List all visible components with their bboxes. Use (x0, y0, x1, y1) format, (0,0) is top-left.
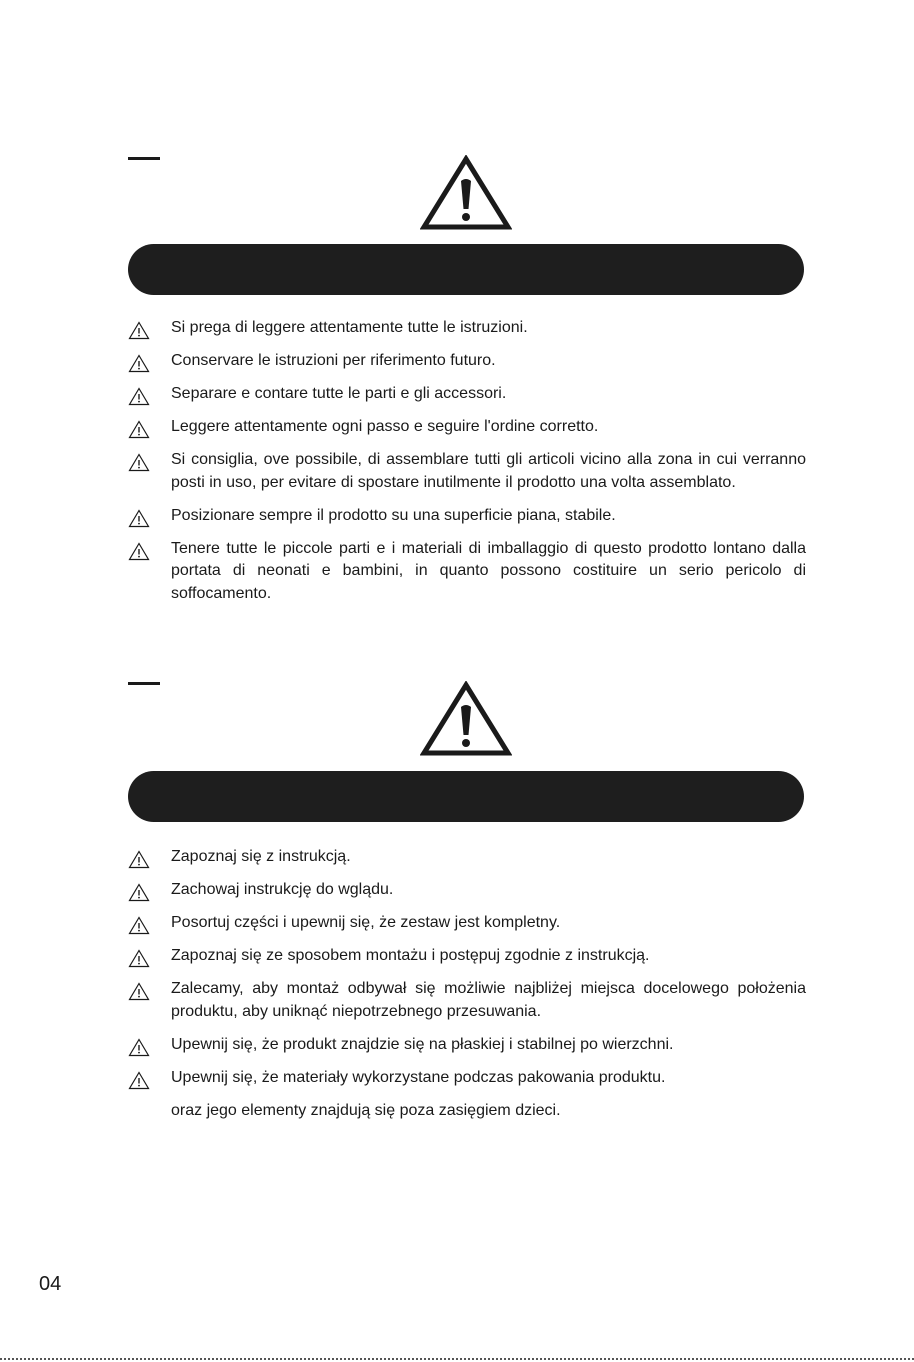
list-item-text: Zapoznaj się ze sposobem montażu i postępuj zgodnie z instrukcją. (171, 947, 650, 964)
warning-triangle-icon (128, 916, 150, 935)
warning-triangle-icon (128, 387, 150, 406)
list-item (128, 1067, 806, 1090)
list-item-text: Zapoznaj się z instrukcją. (171, 848, 351, 865)
list-item (128, 945, 806, 968)
section-banner (128, 244, 804, 295)
warning-triangle-icon (128, 850, 150, 869)
list-item-text: oraz jego elementy znajdują się poza zasięgiem dzieci. (171, 1101, 561, 1119)
section-dash (128, 157, 160, 160)
list-item-text: Si consiglia, ove possibile, di assemblare tutti gli articoli vicino alla zona in cui verranno posti in uso, per evitare di spostare inutilmente il prodotto una volta assemblato. (171, 451, 806, 491)
list-item (128, 317, 806, 340)
warning-triangle-icon (128, 1038, 150, 1057)
list-item-text: Upewnij się, że produkt znajdzie się na płaskiej i stabilnej po wierzchni. (171, 1035, 674, 1053)
page-bottom-border (0, 1358, 914, 1360)
safety-list-polish (128, 846, 806, 1133)
warning-triangle-icon (128, 453, 150, 472)
warning-triangle-icon (420, 155, 512, 231)
safety-list-italian (128, 317, 806, 616)
warning-triangle-icon (420, 681, 512, 757)
list-item (128, 1034, 806, 1057)
list-item (128, 912, 806, 935)
list-item-text: Zalecamy, aby montaż odbywał się możliwie najbliżej miejsca docelowego położenia produktu, aby uniknąć niepotrzebnego przesuwania. (171, 980, 806, 1020)
list-item-text: Upewnij się, że materiały wykorzystane podczas pakowania produktu. (171, 1068, 666, 1086)
section-banner (128, 771, 804, 822)
warning-triangle-icon (128, 542, 150, 561)
warning-triangle-icon (128, 354, 150, 373)
list-item (128, 538, 806, 606)
page-number: 04 (39, 1273, 62, 1295)
warning-triangle-icon (128, 1071, 150, 1090)
list-item-text: Posizionare sempre il prodotto su una superficie piana, stabile. (171, 506, 616, 524)
warning-triangle-icon (128, 321, 150, 340)
list-item (128, 978, 806, 1023)
list-item (128, 416, 806, 439)
list-item (128, 350, 806, 373)
list-item-text: Separare e contare tutte le parti e gli accessori. (171, 385, 507, 402)
list-item (128, 383, 806, 406)
list-item (128, 449, 806, 494)
section-dash (128, 682, 160, 685)
list-item-text: Tenere tutte le piccole parti e i materiali di imballaggio di questo prodotto lontano dalla portata di neonati e bambini, in quanto possono costituire un serio pericolo di soffocamento. (171, 539, 806, 602)
list-item-continuation (128, 1100, 806, 1123)
warning-triangle-icon (128, 509, 150, 528)
list-item (128, 846, 806, 869)
list-item (128, 505, 806, 528)
list-item-text: Leggere attentamente ogni passo e seguire l'ordine corretto. (171, 418, 599, 435)
warning-triangle-icon (128, 982, 150, 1001)
warning-triangle-icon (128, 420, 150, 439)
warning-triangle-icon (128, 883, 150, 902)
list-item-text: Posortuj części i upewnij się, że zestaw jest kompletny. (171, 914, 561, 931)
warning-triangle-icon (128, 949, 150, 968)
list-item-text: Conservare le istruzioni per riferimento futuro. (171, 352, 496, 369)
list-item-text: Zachowaj instrukcję do wglądu. (171, 881, 394, 898)
list-item-text: Si prega di leggere attentamente tutte le istruzioni. (171, 319, 528, 336)
list-item (128, 879, 806, 902)
